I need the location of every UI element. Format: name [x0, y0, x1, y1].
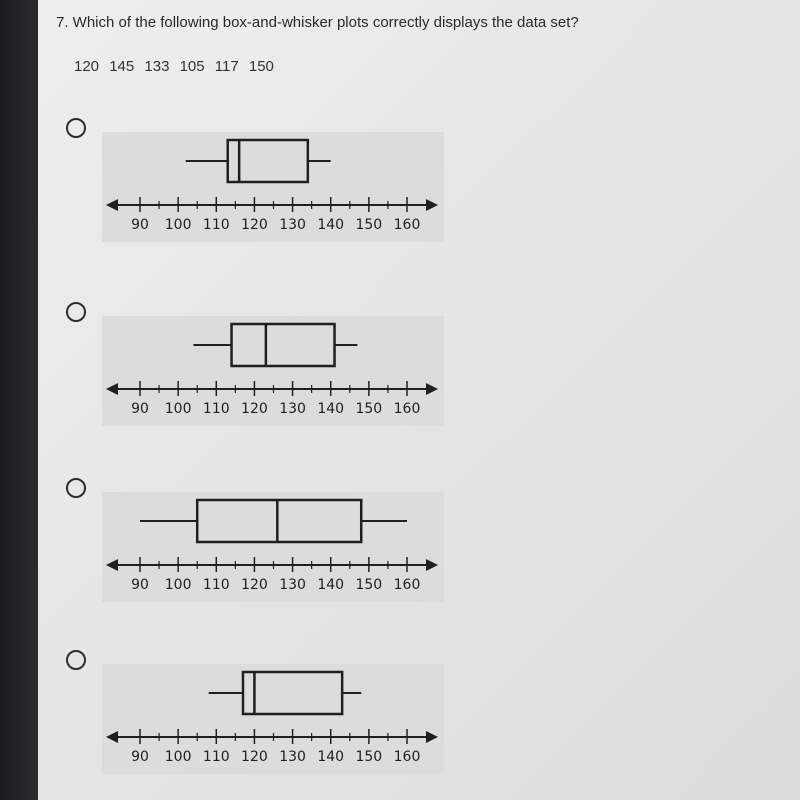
tick-label: 160: [393, 401, 421, 417]
arrow-left-icon: [106, 383, 118, 395]
tick-label: 150: [355, 577, 383, 593]
tick-label: 120: [241, 749, 268, 765]
arrow-right-icon: [426, 731, 438, 743]
tick-label: 110: [202, 217, 230, 233]
data-set-values: 120 145 133 105 117 150: [74, 58, 274, 75]
tick-label: 130: [279, 217, 306, 233]
tick-label: 150: [355, 401, 383, 417]
tick-label: 100: [164, 577, 192, 593]
tick-label: 130: [279, 749, 306, 765]
screen-left-edge: [0, 0, 38, 800]
tick-label: 140: [317, 217, 345, 233]
answer-option-1[interactable]: [64, 118, 464, 258]
tick-label: 160: [393, 217, 421, 233]
arrow-right-icon: [426, 559, 438, 571]
arrow-right-icon: [426, 383, 438, 395]
interquartile-box: [232, 324, 335, 366]
answer-option-3[interactable]: [64, 478, 464, 618]
tick-label: 140: [317, 401, 345, 417]
tick-label: 150: [355, 217, 383, 233]
tick-label: 140: [317, 749, 345, 765]
tick-label: 130: [279, 401, 306, 417]
tick-label: 90: [131, 577, 149, 593]
boxplot-panel-2: [102, 316, 444, 426]
radio-button-option-1[interactable]: [66, 118, 86, 138]
interquartile-box: [197, 500, 361, 542]
tick-label: 100: [164, 401, 192, 417]
boxplot-chart-3: [102, 492, 444, 602]
boxplot-panel-3: [102, 492, 444, 602]
tick-label: 120: [241, 217, 268, 233]
tick-label: 120: [241, 577, 268, 593]
boxplot-chart-1: [102, 132, 444, 242]
tick-label: 90: [131, 749, 149, 765]
tick-label: 110: [202, 401, 230, 417]
tick-label: 90: [131, 401, 149, 417]
tick-label: 150: [355, 749, 383, 765]
interquartile-box: [243, 672, 342, 714]
arrow-left-icon: [106, 559, 118, 571]
radio-button-option-4[interactable]: [66, 650, 86, 670]
tick-label: 90: [131, 217, 149, 233]
boxplot-panel-1: [102, 132, 444, 242]
question-text: 7. Which of the following box-and-whisker plots correctly displays the data set?: [56, 14, 579, 31]
answer-option-2[interactable]: [64, 302, 464, 442]
tick-label: 130: [279, 577, 306, 593]
radio-button-option-2[interactable]: [66, 302, 86, 322]
arrow-left-icon: [106, 199, 118, 211]
tick-label: 110: [202, 749, 230, 765]
boxplot-panel-4: [102, 664, 444, 774]
boxplot-chart-4: [102, 664, 444, 774]
tick-label: 160: [393, 577, 421, 593]
arrow-right-icon: [426, 199, 438, 211]
tick-label: 110: [202, 577, 230, 593]
tick-label: 140: [317, 577, 345, 593]
answer-option-4[interactable]: [64, 650, 464, 790]
arrow-left-icon: [106, 731, 118, 743]
tick-label: 100: [164, 749, 192, 765]
tick-label: 120: [241, 401, 268, 417]
tick-label: 100: [164, 217, 192, 233]
boxplot-chart-2: [102, 316, 444, 426]
radio-button-option-3[interactable]: [66, 478, 86, 498]
tick-label: 160: [393, 749, 421, 765]
